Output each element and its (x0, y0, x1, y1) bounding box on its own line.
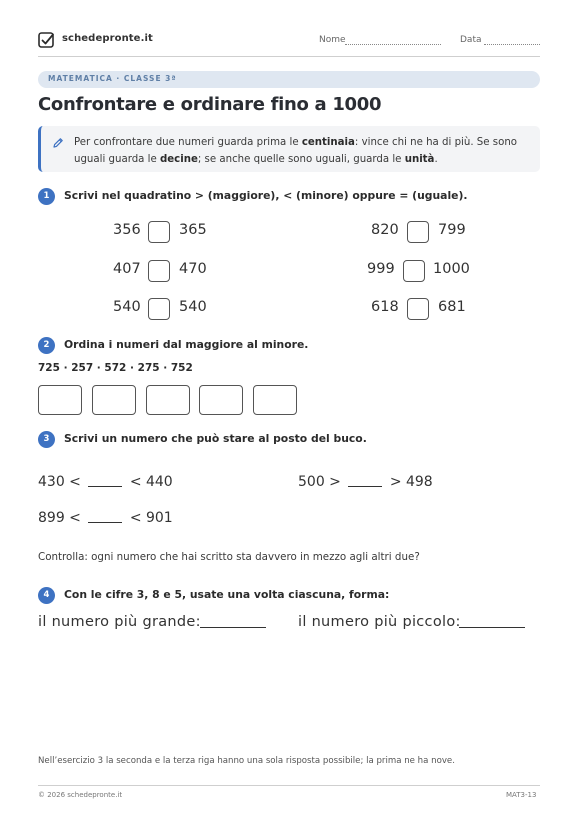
gap-right-text: > 498 (389, 474, 433, 490)
gap-right-text: < 901 (129, 510, 173, 526)
compare-number-right: 799 (438, 222, 466, 238)
compare-answer-box[interactable] (148, 298, 170, 320)
footnote: Nell’esercizio 3 la seconda e la terza riga hanno una sola risposta possibile; la prima ne ha nove. (38, 756, 455, 766)
page-title: Confrontare e ordinare fino a 1000 (38, 94, 382, 115)
biggest-number-label: il numero più grande: (38, 614, 201, 630)
compare-number-right: 365 (179, 222, 207, 238)
compare-number-left: 618 (371, 299, 399, 315)
gap-answer-blank[interactable] (348, 486, 382, 487)
exercise-1-badge: 1 (38, 188, 55, 205)
compare-answer-box[interactable] (148, 221, 170, 243)
footer-code: MAT3-13 (506, 791, 537, 799)
gap-row (38, 474, 173, 490)
pencil-icon (52, 137, 64, 149)
order-answer-box[interactable] (38, 385, 82, 415)
footer-copyright: © 2026 schedepronte.it (38, 791, 123, 799)
order-answer-box[interactable] (199, 385, 243, 415)
compare-answer-box[interactable] (148, 260, 170, 282)
compare-number-right: 681 (438, 299, 466, 315)
compare-number-left: 820 (371, 222, 399, 238)
compare-number-left: 540 (113, 299, 141, 315)
check-note: Controlla: ogni numero che hai scritto sta davvero in mezzo agli altri due? (38, 551, 420, 563)
date-field[interactable] (484, 44, 540, 45)
compare-number-right: 470 (179, 261, 207, 277)
gap-row (38, 510, 173, 526)
category-label: MATEMATICA · CLASSE 3ª (48, 74, 177, 83)
exercise-4-instruction: Con le cifre 3, 8 e 5, usate una volta ciascuna, forma: (64, 588, 390, 601)
compare-answer-box[interactable] (407, 298, 429, 320)
footer-divider (38, 785, 540, 786)
exercise-2-badge: 2 (38, 337, 55, 354)
gap-left-text: 899 < (38, 510, 81, 526)
compare-answer-box[interactable] (403, 260, 425, 282)
order-answer-box[interactable] (146, 385, 190, 415)
compare-number-right: 540 (179, 299, 207, 315)
gap-left-text: 500 > (298, 474, 341, 490)
compare-number-left: 407 (113, 261, 141, 277)
gap-left-text: 430 < (38, 474, 81, 490)
order-answer-box[interactable] (253, 385, 297, 415)
compare-number-right: 1000 (433, 261, 470, 277)
compare-answer-box[interactable] (407, 221, 429, 243)
compare-number-left: 999 (367, 261, 395, 277)
exercise-4-badge: 4 (38, 587, 55, 604)
tip-text: Per confrontare due numeri guarda prima le centinaia: vince chi ne ha di più. Se sono uguali guarda le decine; se anche quelle sono uguali, guarda le unità. (74, 137, 518, 165)
exercise-3-badge: 3 (38, 431, 55, 448)
gap-row (298, 474, 433, 490)
smallest-number-label: il numero più piccolo: (298, 614, 461, 630)
biggest-number-answer[interactable] (200, 627, 266, 628)
gap-right-text: < 440 (129, 474, 173, 490)
name-label: Nome (319, 35, 346, 45)
smallest-number-answer[interactable] (459, 627, 525, 628)
exercise-3-instruction: Scrivi un numero che può stare al posto del buco. (64, 432, 367, 445)
date-label: Data (460, 35, 482, 45)
compare-number-left: 356 (113, 222, 141, 238)
gap-answer-blank[interactable] (88, 486, 122, 487)
order-answer-box[interactable] (92, 385, 136, 415)
logo-check-icon (38, 31, 55, 48)
exercise-2-instruction: Ordina i numeri dal maggiore al minore. (64, 338, 309, 351)
exercise-1-instruction: Scrivi nel quadratino > (maggiore), < (minore) oppure = (uguale). (64, 189, 468, 202)
header-divider (38, 56, 540, 57)
gap-answer-blank[interactable] (88, 522, 122, 523)
number-sequence: 725 · 257 · 572 · 275 · 752 (38, 362, 193, 374)
name-field[interactable] (345, 44, 441, 45)
brand-name: schedepronte.it (62, 33, 153, 44)
